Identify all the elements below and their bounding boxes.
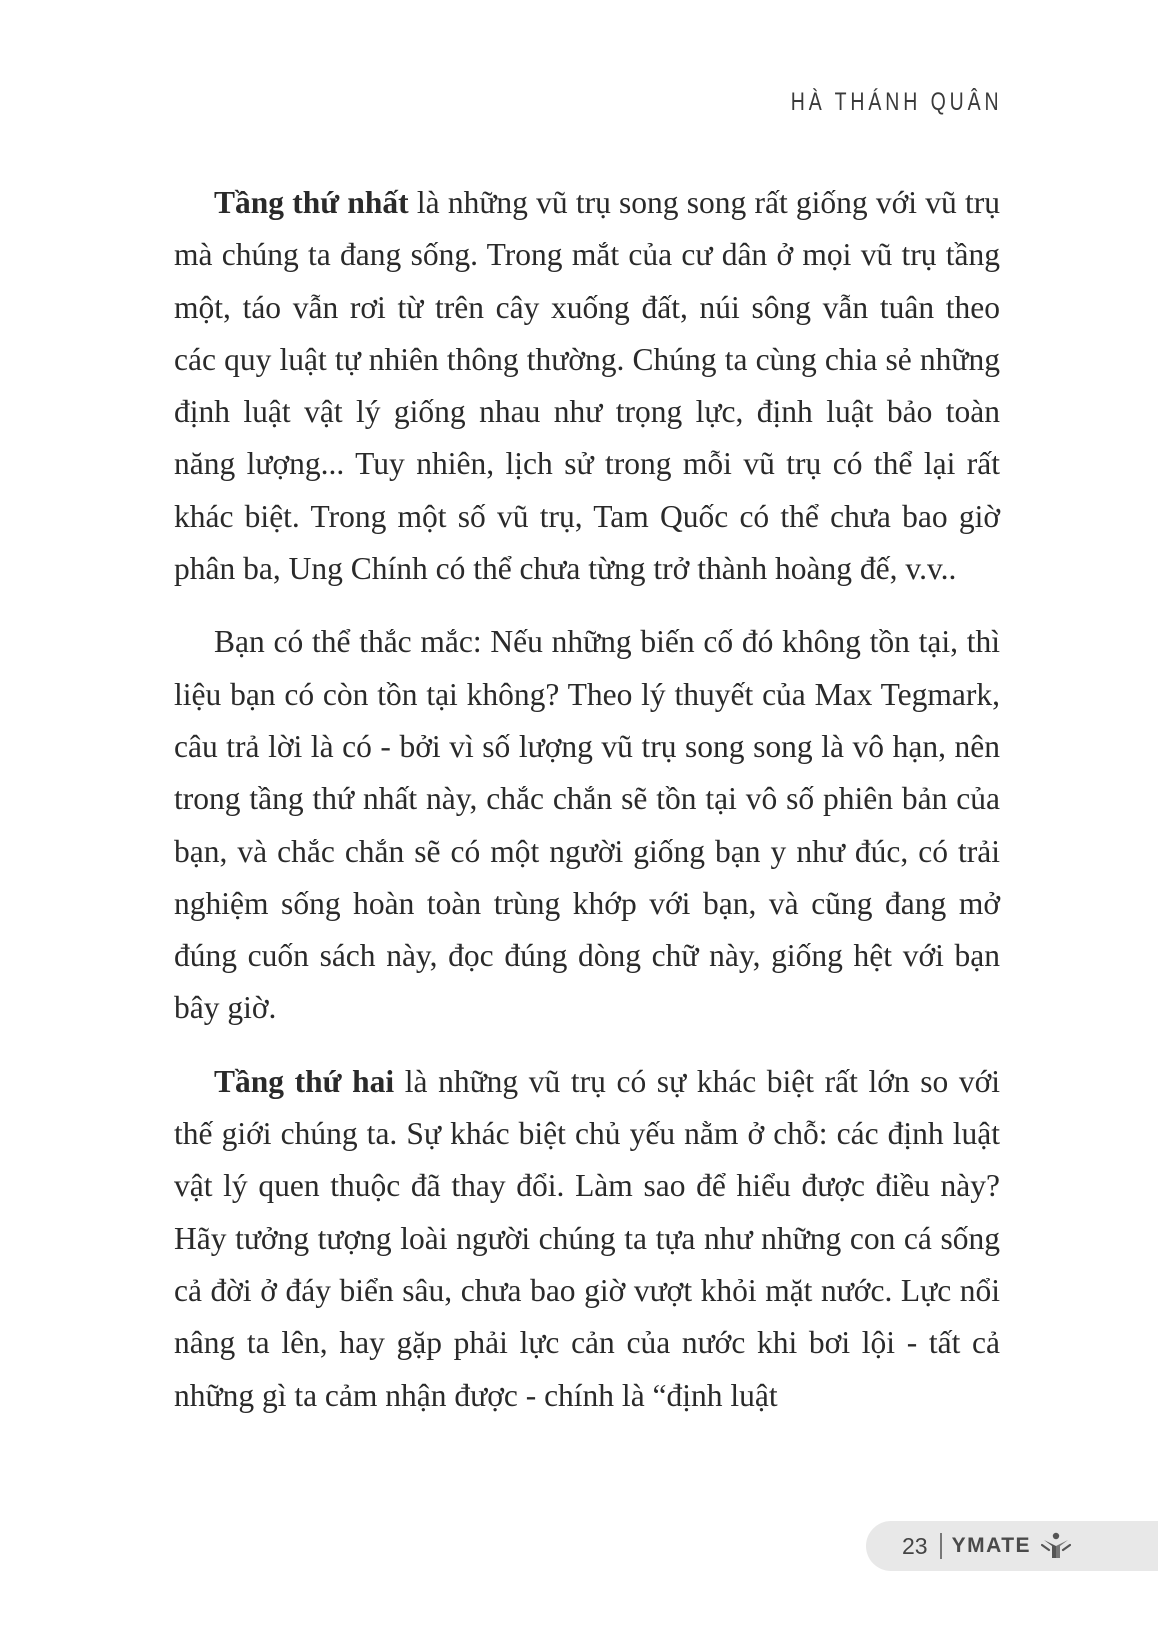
paragraph-3 (174, 1056, 1000, 1422)
paragraph-3-lead: Tầng thứ hai (214, 1063, 395, 1099)
footer-divider (940, 1533, 942, 1559)
paragraph-1-text: là những vũ trụ song song rất giống với vũ trụ mà chúng ta đang sống. Trong mắt của cư dân ở mọi vũ trụ tầng một, táo vẫn rơi từ trên cây xuống đất, núi sông vẫn tuân theo các quy luật tự nhiên thông thường. Chúng ta cùng chia sẻ những định luật vật lý giống nhau như trọng lực, định luật bảo toàn năng lượng... Tuy nhiên, lịch sử trong mỗi vũ trụ có thể lại rất khác biệt. Trong một số vũ trụ, Tam Quốc có thể chưa bao giờ phân ba, Ung Chính có thể chưa từng trở thành hoàng đế, v.v.. (174, 185, 1000, 587)
brand-name: YMATE (951, 1534, 1032, 1557)
paragraph-3-text: là những vũ trụ có sự khác biệt rất lớn so với thế giới chúng ta. Sự khác biệt chủ yếu nằm ở chỗ: các định luật vật lý quen thuộc đã thay đổi. Làm sao để hiểu được điều này? Hãy tưởng tượng loài người chúng ta tựa như những con cá sống cả đời ở đáy biển sâu, chưa bao giờ vượt khỏi mặt nước. Lực nổi nâng ta lên, hay gặp phải lực cản của nước khi bơi lội - tất cả những gì ta cảm nhận được - chính là “định luật (174, 1063, 1000, 1413)
paragraph-2-text: Bạn có thể thắc mắc: Nếu những biến cố đó không tồn tại, thì liệu bạn có còn tồn tại không? Theo lý thuyết của Max Tegmark, câu trả lời là có - bởi vì số lượng vũ trụ song song là vô hạn, nên trong tầng thứ nhất này, chắc chắn sẽ tồn tại vô số phiên bản của bạn, và chắc chắn sẽ có một người giống bạn y như đúc, có trải nghiệm sống hoàn toàn trùng khớp với bạn, và cũng đang mở đúng cuốn sách này, đọc đúng dòng chữ này, giống hệt với bạn bây giờ. (174, 624, 1000, 1026)
paragraph-2 (174, 616, 1000, 1034)
body-text (174, 177, 1000, 1422)
paragraph-1-lead: Tầng thứ nhất (214, 185, 409, 220)
page-number: 23 (902, 1532, 928, 1559)
page-footer (866, 1521, 1158, 1571)
paragraph-1 (174, 177, 1000, 595)
ymate-logo-icon (1041, 1531, 1071, 1561)
running-header-title: HÀ THÁNH QUÂN (791, 88, 1003, 116)
